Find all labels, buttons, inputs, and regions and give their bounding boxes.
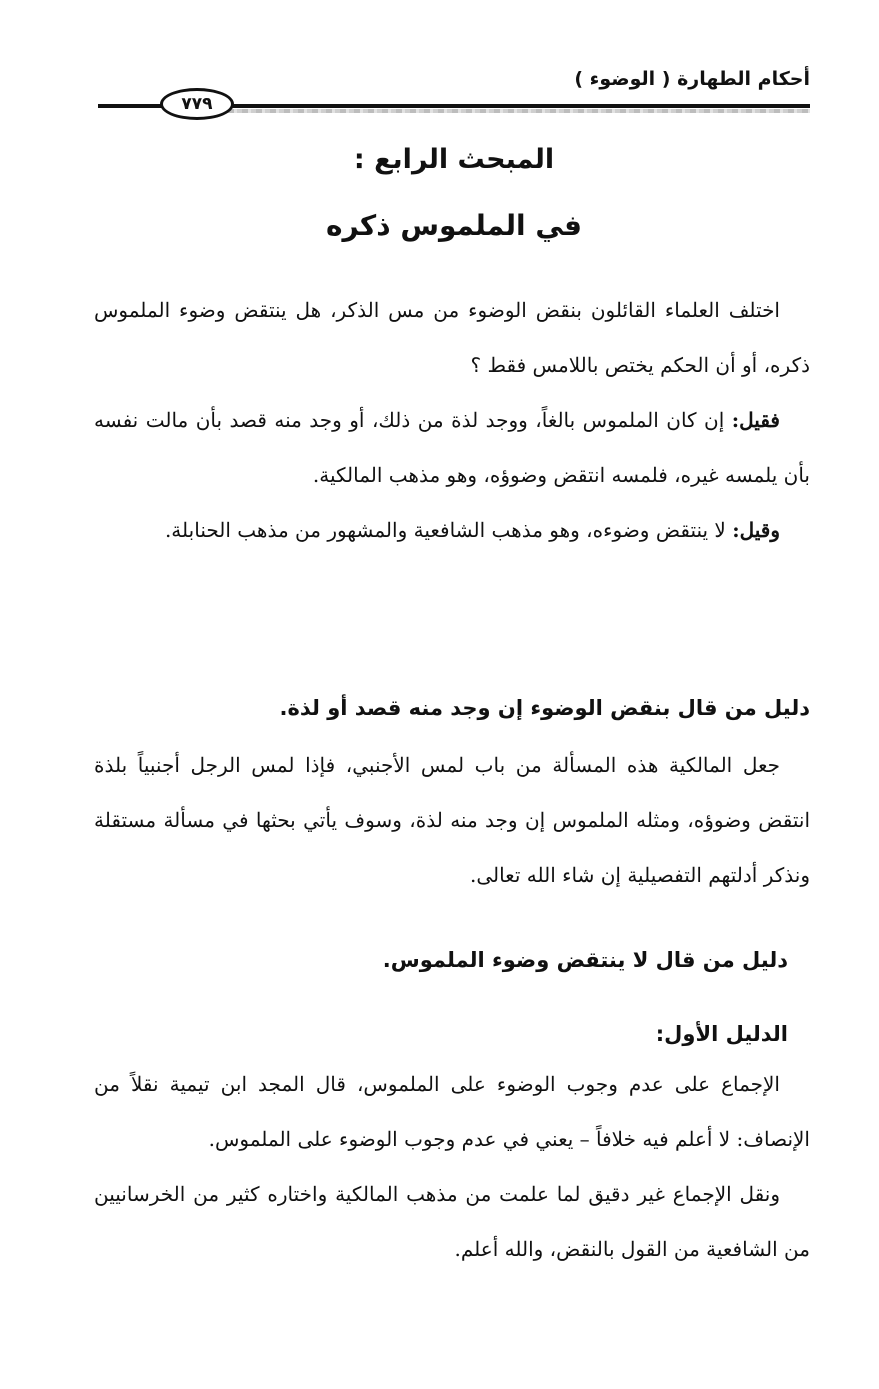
opinion-2-text: لا ينتقض وضوءه، وهو مذهب الشافعية والمشهور من مذهب الحنابلة. (164, 518, 733, 542)
opinions-block (94, 283, 810, 558)
evidence-2-block (94, 1057, 810, 1277)
page-number: ٧٧٩ (160, 88, 234, 120)
opinion-1-paragraph (94, 393, 810, 503)
heading-evidence-not-nullifies: دليل من قال لا ينتقض وضوء الملموس. (382, 948, 788, 972)
opinion-1-text: إن كان الملموس بالغاً، ووجد لذة من ذلك، أو وجد منه قصد بأن مالت نفسه بأن يلمسه غيره، فلمسه انتقض وضوؤه، وهو مذهب المالكية. (94, 408, 810, 487)
evidence-2-paragraph-1: الإجماع على عدم وجوب الوضوء على الملموس، قال المجد ابن تيمية نقلاً من الإنصاف: لا أعلم فيه خلافاً – يعني في عدم وجوب الوضوء على الملموس. (94, 1072, 810, 1151)
evidence-1-paragraph: جعل المالكية هذه المسألة من باب لمس الأجنبي، فإذا لمس الرجل أجنبياً بلذة انتقض وضوؤه، ومثله الملموس إن وجد منه لذة، وسوف يأتي بحثها في مسألة مستقلة ونذكر أدلتهم التفصيلية إن شاء الله تعالى. (94, 753, 810, 887)
opinion-1-lead: فقيل: (731, 408, 780, 432)
section-subtitle: في الملموس ذكره (325, 209, 583, 242)
heading-evidence-nullifies: دليل من قال بنقض الوضوء إن وجد منه قصد أو لذة. (279, 696, 810, 720)
intro-paragraph: اختلف العلماء القائلون بنقض الوضوء من مس الذكر، هل ينتقض وضوء الملموس ذكره، أو أن الحكم يختص باللامس فقط ؟ (94, 298, 810, 377)
page-header (98, 58, 810, 120)
heading-first-evidence: الدليل الأول: (655, 1022, 788, 1046)
opinion-2-paragraph (94, 503, 810, 558)
evidence-1-block (94, 738, 810, 903)
evidence-2-paragraph-2: ونقل الإجماع غير دقيق لما علمت من مذهب المالكية واختاره كثير من الخرسانيين من الشافعية من القول بالنقض، والله أعلم. (94, 1182, 810, 1261)
section-title: المبحث الرابع : (353, 144, 555, 175)
opinion-2-lead: وقيل: (732, 518, 780, 542)
running-title: أحكام الطهارة ( الوضوء ) (574, 68, 810, 90)
header-rule-shadow (228, 109, 810, 113)
